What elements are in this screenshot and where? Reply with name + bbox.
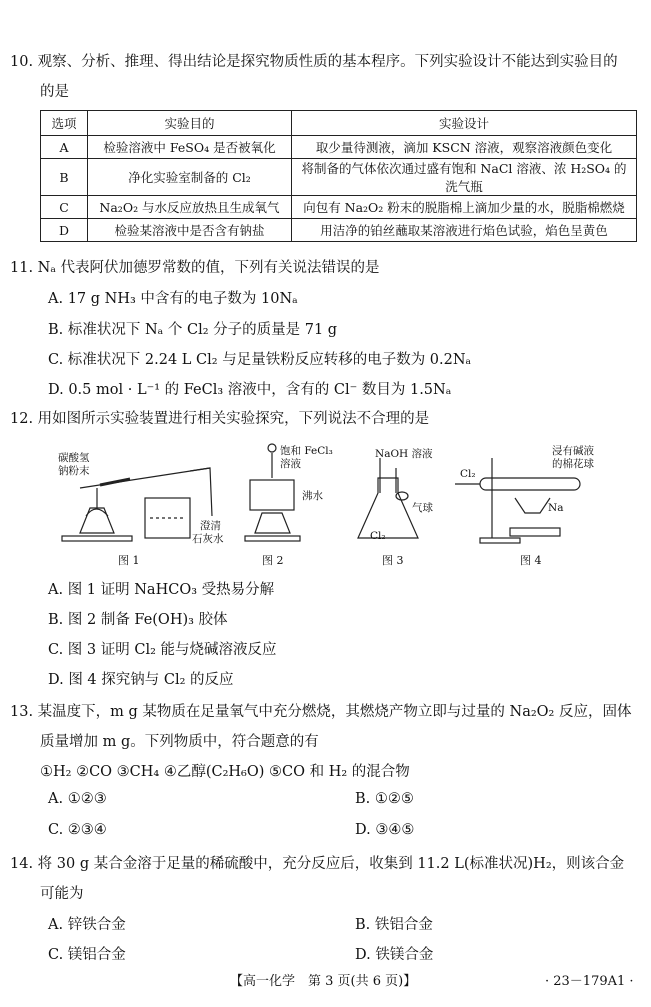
fig4-label-a: 浸有碱液	[552, 445, 594, 457]
table-cell: 取少量待测液，滴加 KSCN 溶液，观察溶液颜色变化	[292, 136, 637, 159]
fig3-label-b: 气球	[412, 502, 433, 514]
fig3-label-c: Cl₂	[370, 530, 386, 542]
q14-stem-line1: 14. 将 30 g 某合金溶于足量的稀硫酸中，充分反应后，收集到 11.2 L(标准状况)H₂，则该合金	[10, 856, 625, 872]
q12-option-d: D. 图 4 探究钠与 Cl₂ 的反应	[48, 672, 234, 688]
fig1-label-a: 碳酸氢	[58, 452, 90, 464]
q13-stem-line2: 质量增加 m g。下列物质中，符合题意的有	[40, 734, 319, 750]
q13-stem-line1: 13. 某温度下，m g 某物质在足量氧气中充分燃烧，其燃烧产物立即与过量的 Na₂O₂ 反应，固体	[10, 704, 632, 720]
fig4-burner-base	[510, 528, 560, 536]
q11-option-c: C. 标准状况下 2.24 L Cl₂ 与足量铁粉反应转移的电子数为 0.2Nₐ	[48, 352, 472, 368]
table-cell: A	[41, 136, 88, 159]
table-cell: 将制备的气体依次通过盛有饱和 NaCl 溶液、浓 H₂SO₄ 的洗气瓶	[292, 159, 637, 196]
fig1-label-b: 钠粉末	[58, 465, 90, 477]
table-header-row	[41, 111, 637, 136]
fig3-label-a: NaOH 溶液	[375, 448, 433, 460]
fig1-label-d: 石灰水	[192, 533, 224, 545]
fig4-label-b: 的棉花球	[552, 458, 594, 470]
q10-table	[40, 110, 637, 242]
fig3-caption: 图 3	[382, 554, 404, 567]
fig1-caption: 图 1	[118, 554, 140, 567]
q13-items: ①H₂ ②CO ③CH₄ ④乙醇(C₂H₆O) ⑤CO 和 H₂ 的混合物	[40, 764, 410, 780]
fig2-beaker	[250, 480, 294, 510]
q12-option-a: A. 图 1 证明 NaHCO₃ 受热易分解	[48, 582, 275, 598]
fig2-base	[245, 536, 300, 541]
table-cell: C	[41, 196, 88, 219]
q14-option-a: A. 锌铁合金	[48, 917, 126, 933]
q10-stem-line1: 10. 观察、分析、推理、得出结论是探究物质性质的基本程序。下列实验设计不能达到实验目的	[10, 54, 618, 70]
fig4-label-d: Na	[548, 502, 564, 514]
paper-code: · 23－179A1 ·	[545, 974, 634, 989]
table-header: 实验设计	[292, 111, 637, 136]
q14-option-d: D. 铁镁合金	[355, 947, 434, 963]
fig2-label-c: 沸水	[302, 490, 323, 502]
q13-option-c: C. ②③④	[48, 822, 107, 838]
fig2-burner	[255, 513, 290, 533]
fig3-flask	[358, 478, 418, 538]
q12-figures	[40, 438, 640, 568]
table-row	[41, 219, 637, 242]
fig2-label-b: 溶液	[280, 458, 301, 470]
table-header: 实验目的	[88, 111, 292, 136]
q10-stem-line2: 的是	[40, 84, 69, 100]
q13-option-b: B. ①②⑤	[355, 791, 414, 807]
fig2-bulb	[268, 444, 276, 452]
table-row	[41, 136, 637, 159]
table-header: 选项	[41, 111, 88, 136]
table-cell: 用洁净的铂丝蘸取某溶液进行焰色试验，焰色呈黄色	[292, 219, 637, 242]
fig1-delivery-tube	[190, 468, 212, 516]
fig1-powder	[100, 479, 130, 485]
q11-stem: 11. Nₐ 代表阿伏加德罗常数的值，下列有关说法错误的是	[10, 260, 380, 276]
table-cell: 检验某溶液中是否含有钠盐	[88, 219, 292, 242]
q14-option-b: B. 铁铝合金	[355, 917, 433, 933]
q11-option-b: B. 标准状况下 Nₐ 个 Cl₂ 分子的质量是 71 g	[48, 322, 338, 338]
fig4-base	[480, 538, 520, 543]
fig1-label-c: 澄清	[200, 520, 221, 532]
fig2-label-a: 饱和 FeCl₃	[280, 445, 333, 457]
table-row	[41, 159, 637, 196]
q13-option-a: A. ①②③	[48, 791, 107, 807]
q14-stem-line2: 可能为	[40, 886, 84, 902]
table-cell: 检验溶液中 FeSO₄ 是否被氧化	[88, 136, 292, 159]
fig4-tube	[480, 478, 580, 490]
q12-stem: 12. 用如图所示实验装置进行相关实验探究，下列说法不合理的是	[10, 411, 430, 427]
page-footer: 【高一化学 第 3 页(共 6 页)】	[230, 974, 417, 989]
fig3-balloon	[396, 492, 408, 500]
apparatus-diagram	[40, 438, 640, 550]
table-cell: B	[41, 159, 88, 196]
q12-option-b: B. 图 2 制备 Fe(OH)₃ 胶体	[48, 612, 228, 628]
table-cell: Na₂O₂ 与水反应放热且生成氧气	[88, 196, 292, 219]
fig1-base	[62, 536, 132, 541]
table-row	[41, 196, 637, 219]
fig4-caption: 图 4	[520, 554, 542, 567]
q13-option-d: D. ③④⑤	[355, 822, 415, 838]
q14-option-c: C. 镁铝合金	[48, 947, 126, 963]
fig2-caption: 图 2	[262, 554, 284, 567]
q11-option-d: D. 0.5 mol · L⁻¹ 的 FeCl₃ 溶液中，含有的 Cl⁻ 数目为 1.5Nₐ	[48, 382, 452, 398]
fig1-burner	[80, 508, 114, 533]
table-cell: D	[41, 219, 88, 242]
fig4-burner	[515, 498, 550, 513]
q12-option-c: C. 图 3 证明 Cl₂ 能与烧碱溶液反应	[48, 642, 277, 658]
table-cell: 净化实验室制备的 Cl₂	[88, 159, 292, 196]
fig4-label-c: Cl₂	[460, 468, 476, 480]
table-cell: 向包有 Na₂O₂ 粉末的脱脂棉上滴加少量的水，脱脂棉燃烧	[292, 196, 637, 219]
q11-option-a: A. 17 g NH₃ 中含有的电子数为 10Nₐ	[48, 291, 298, 307]
